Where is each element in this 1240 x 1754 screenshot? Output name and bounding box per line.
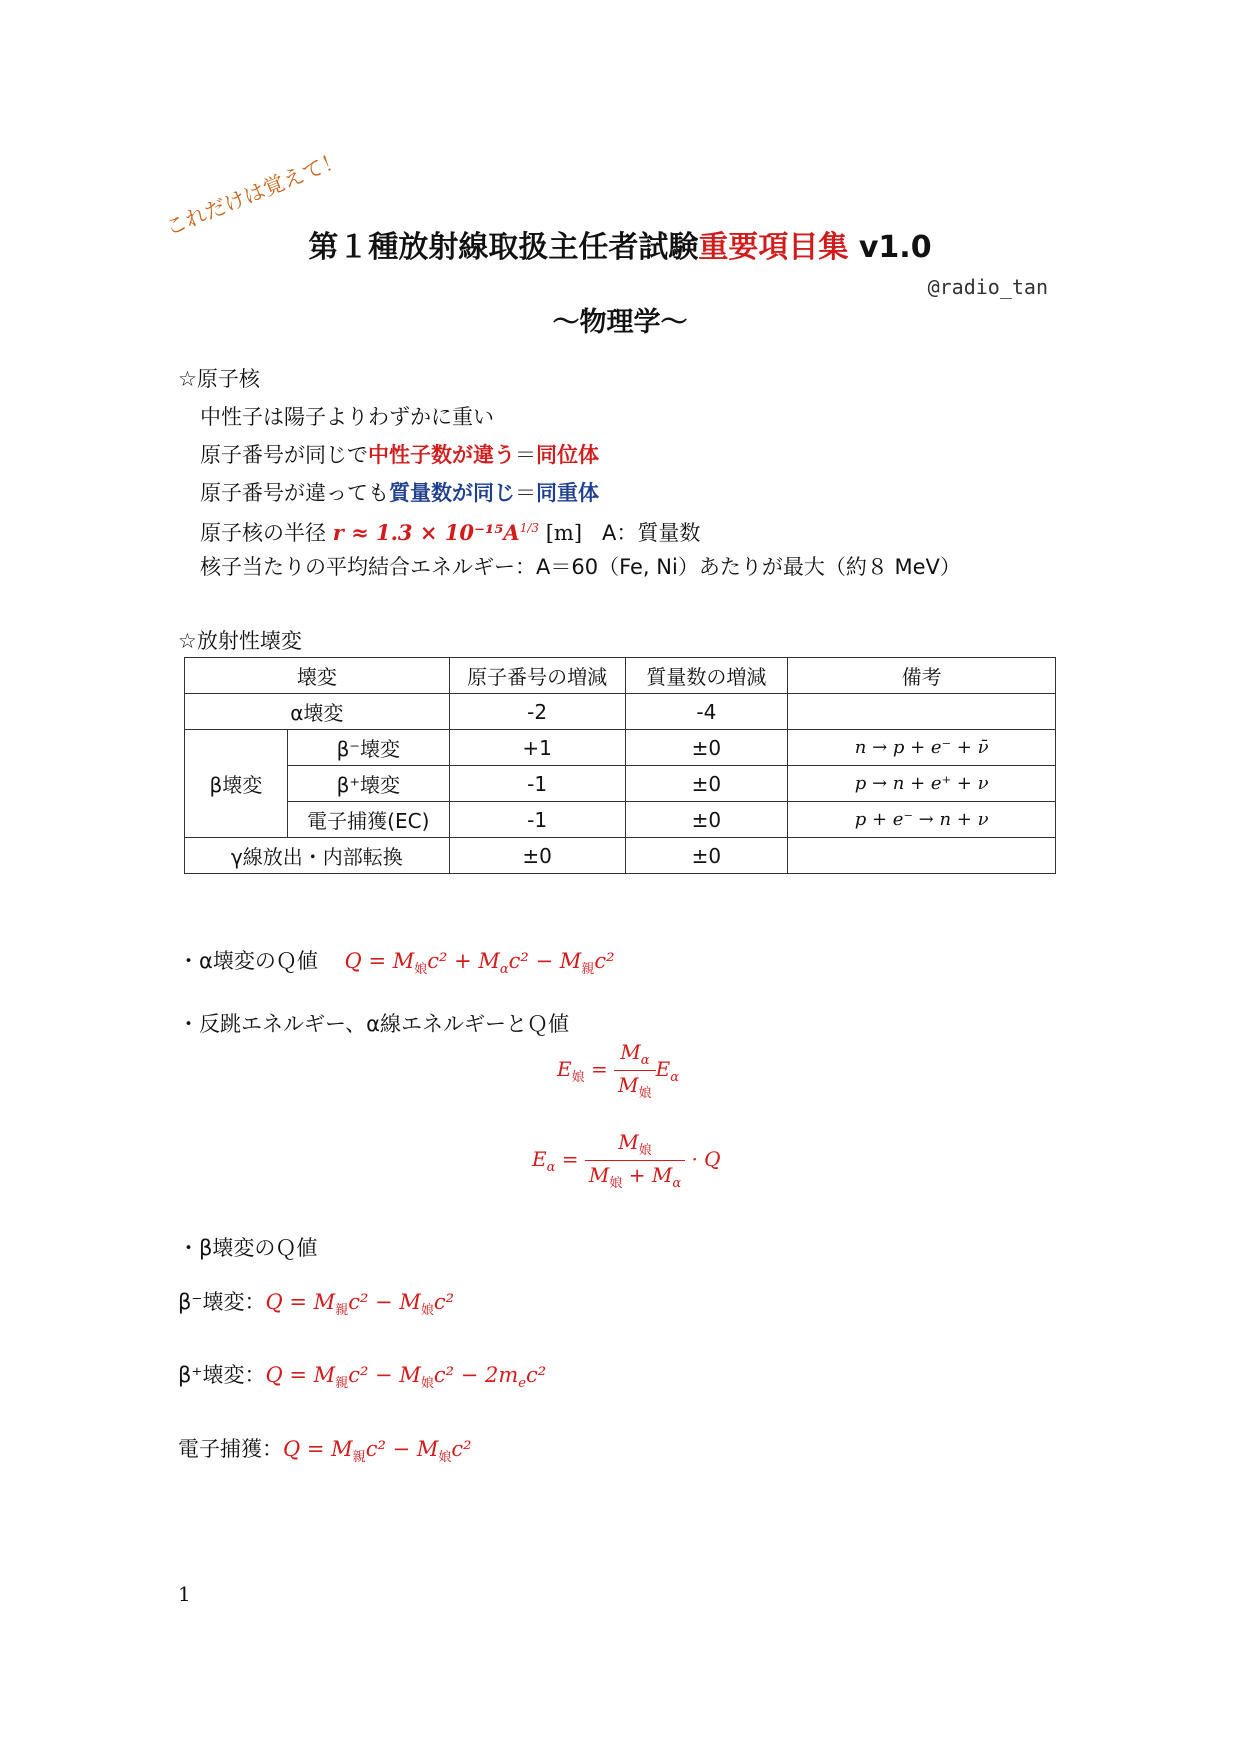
math-text: c² − M	[348, 1363, 421, 1387]
math-text: M	[618, 1073, 639, 1097]
z-change: -1	[449, 802, 625, 838]
math-text: =	[555, 1147, 585, 1171]
z-change: -1	[449, 766, 625, 802]
tagline: これだけは覚えて！	[162, 147, 347, 241]
highlight-isotope: 同位体	[536, 443, 599, 467]
math-text: =	[584, 1057, 615, 1081]
table-row	[185, 730, 1056, 766]
math-text: c²	[594, 949, 615, 973]
table-row	[185, 838, 1056, 874]
table-row	[185, 694, 1056, 730]
recoil-equation-2	[532, 1130, 721, 1191]
a-change: -4	[625, 694, 788, 730]
beta-plus-q-line	[178, 1359, 546, 1391]
beta-minus-q-line	[178, 1286, 454, 1318]
beta-plus-q-formula	[265, 1363, 547, 1392]
ec-q-line	[178, 1433, 472, 1465]
decay-table	[184, 657, 1056, 874]
math-text: E	[557, 1057, 572, 1081]
alpha-q-label: ・α壊変のＱ値	[178, 949, 318, 973]
highlight-mass-same: 質量数が同じ	[389, 481, 515, 505]
fraction	[614, 1040, 656, 1101]
page-subtitle: ～物理学～	[552, 307, 688, 338]
nucleus-line-3	[200, 477, 599, 507]
numerator	[585, 1130, 685, 1161]
math-sub: 娘	[420, 1303, 434, 1319]
nucleus-line-4	[200, 517, 700, 547]
math-sub: 親	[335, 1376, 349, 1392]
math-text: c² − M	[365, 1437, 439, 1461]
a-change: ±0	[625, 730, 788, 766]
table-header: 備考	[788, 658, 1056, 694]
table-header: 質量数の増減	[625, 658, 788, 694]
decay-note: n → p + e⁻ + ν̄	[788, 730, 1056, 766]
alpha-q-formula	[344, 949, 615, 978]
author-handle: @radio_tan	[927, 275, 1048, 299]
denominator	[614, 1071, 656, 1101]
decay-group-beta: β壊変	[185, 730, 288, 838]
section-heading-decay: ☆放射性壊変	[178, 629, 302, 653]
z-change: -2	[449, 694, 625, 730]
decay-type: α壊変	[185, 694, 450, 730]
math-text: c²	[525, 1363, 547, 1387]
recoil-label: ・反跳エネルギー、α線エネルギーとＱ値	[178, 1012, 570, 1036]
fraction	[585, 1130, 685, 1191]
math-text: M	[588, 1163, 610, 1187]
math-text: Q = M	[265, 1363, 336, 1387]
math-text: Q = M	[344, 949, 415, 973]
z-change: ±0	[449, 838, 625, 874]
mass-number-note: A：質量数	[602, 521, 701, 545]
math-text: Q = M	[265, 1290, 336, 1314]
nucleus-line-2	[200, 439, 599, 469]
math-text: M	[618, 1130, 639, 1154]
math-text: Q = M	[283, 1437, 353, 1461]
math-sub: 娘	[438, 1450, 452, 1466]
nucleus-line-5: 核子当たりの平均結合エネルギー：A＝60（Fe, Ni）あたりが最大（約８ MeV）	[200, 555, 961, 579]
section-heading-nucleus: ☆原子核	[178, 367, 260, 391]
radius-exponent: 1/3	[519, 521, 540, 535]
math-sub: 親	[335, 1303, 349, 1319]
math-sub: 娘	[638, 1143, 652, 1158]
text: ＝	[515, 481, 536, 505]
math-sub: α	[546, 1160, 556, 1175]
a-change: ±0	[625, 838, 788, 874]
math-sub: 娘	[638, 1086, 652, 1101]
ec-q-label: 電子捕獲：	[178, 1437, 283, 1461]
alpha-q-line	[178, 945, 615, 977]
z-change: +1	[449, 730, 625, 766]
a-change: ±0	[625, 802, 788, 838]
beta-minus-q-label: β⁻壊変：	[178, 1290, 266, 1314]
math-sub: 娘	[571, 1070, 585, 1085]
math-sub: α	[499, 962, 509, 978]
table-row	[185, 766, 1056, 802]
beta-q-label: ・β壊変のＱ値	[178, 1236, 318, 1260]
math-text: c²	[433, 1290, 455, 1314]
title-highlight: 重要項目集	[698, 230, 849, 265]
decay-type: β⁻壊変	[287, 730, 449, 766]
nucleus-line-1: 中性子は陽子よりわずかに重い	[200, 405, 494, 429]
math-text: E	[655, 1057, 671, 1081]
table-header: 原子番号の増減	[449, 658, 625, 694]
decay-note: p + e⁻ → n + ν	[788, 802, 1056, 838]
decay-note	[788, 838, 1056, 874]
decay-type: 電子捕獲(EC)	[287, 802, 449, 838]
decay-note: p → n + e⁺ + ν	[788, 766, 1056, 802]
page-number: 1	[178, 1582, 191, 1606]
a-change: ±0	[625, 766, 788, 802]
highlight-neutron-diff: 中性子数が違う	[368, 443, 515, 467]
math-sub: α	[672, 1176, 682, 1191]
math-text: · Q	[691, 1147, 721, 1171]
math-sub: 親	[352, 1450, 366, 1466]
math-sub: 娘	[609, 1176, 623, 1191]
math-text: c² + M	[427, 949, 500, 973]
highlight-isobar: 同重体	[536, 481, 599, 505]
radius-formula: r ≈ 1.3 × 10⁻¹⁵A	[332, 520, 520, 545]
math-text: c² − M	[348, 1290, 421, 1314]
table-row	[185, 802, 1056, 838]
math-sub: 娘	[420, 1376, 434, 1392]
radius-label: 原子核の半径	[200, 521, 326, 545]
math-sub: α	[670, 1070, 679, 1085]
recoil-equation-1	[557, 1040, 679, 1101]
math-sub: α	[640, 1053, 650, 1068]
page-title	[0, 222, 1240, 266]
decay-type: γ線放出・内部転換	[185, 838, 450, 874]
title-main: 第１種放射線取扱主任者試験	[308, 230, 699, 265]
text: 原子番号が同じで	[200, 443, 368, 467]
text: ＝	[515, 443, 536, 467]
math-sub: 娘	[414, 962, 428, 978]
math-text: c²	[451, 1437, 472, 1461]
denominator	[585, 1161, 685, 1191]
beta-plus-q-label: β⁺壊変：	[178, 1363, 266, 1387]
math-text: E	[532, 1147, 547, 1171]
math-sub: 親	[581, 962, 595, 978]
table-header-row	[185, 658, 1056, 694]
math-sub: e	[518, 1376, 526, 1392]
title-version: v1.0	[848, 230, 932, 265]
math-text: M	[620, 1040, 641, 1064]
math-text: + M	[622, 1163, 673, 1187]
numerator	[614, 1040, 656, 1071]
math-text: c² − M	[508, 949, 582, 973]
decay-type: β⁺壊変	[287, 766, 449, 802]
text: 原子番号が違っても	[200, 481, 389, 505]
beta-minus-q-formula	[265, 1290, 455, 1319]
math-text: c² − 2m	[433, 1363, 519, 1387]
decay-note	[788, 694, 1056, 730]
ec-q-formula	[283, 1437, 472, 1466]
radius-unit: [m]	[539, 521, 583, 545]
table-header: 壊変	[185, 658, 450, 694]
